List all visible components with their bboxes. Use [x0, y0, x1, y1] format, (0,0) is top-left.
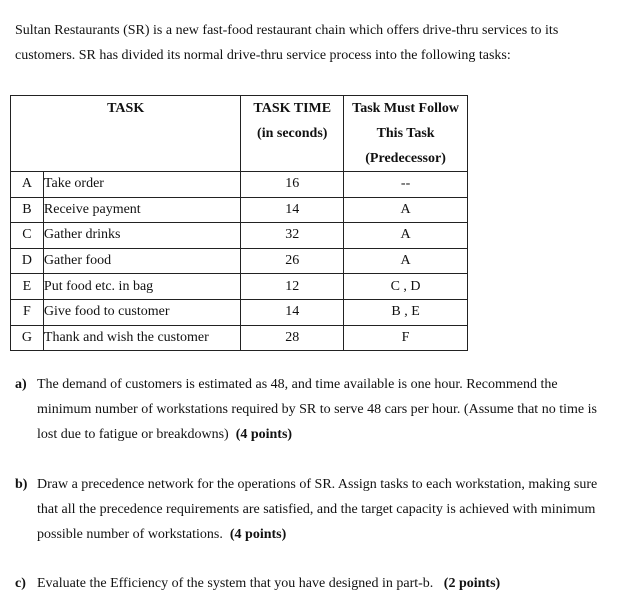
task-predecessor: A: [344, 248, 468, 274]
task-predecessor: C , D: [344, 274, 468, 300]
table-row: [11, 197, 468, 223]
task-name: Give food to customer: [43, 299, 240, 325]
question-a: [15, 372, 605, 447]
task-name: Receive payment: [43, 197, 240, 223]
task-time: 14: [241, 197, 344, 223]
question-b-label: b): [15, 477, 28, 492]
task-id: E: [11, 274, 44, 300]
table-header-row: [11, 96, 468, 172]
task-id: C: [11, 223, 44, 249]
task-id: B: [11, 197, 44, 223]
table-row: [11, 248, 468, 274]
task-time: 16: [241, 172, 344, 198]
task-name: Gather food: [43, 248, 240, 274]
task-time: 32: [241, 223, 344, 249]
table-row: [11, 172, 468, 198]
question-c-points: (2 points): [443, 576, 501, 591]
question-a-points: (4 points): [235, 427, 293, 442]
task-id: G: [11, 325, 44, 351]
task-time: 26: [241, 248, 344, 274]
task-predecessor: A: [344, 223, 468, 249]
task-id: F: [11, 299, 44, 325]
question-c: [15, 571, 605, 596]
task-id: D: [11, 248, 44, 274]
header-task-time: TASK TIME (in seconds): [241, 96, 344, 172]
task-id: A: [11, 172, 44, 198]
question-c-label: c): [15, 576, 26, 591]
question-a-label: a): [15, 377, 27, 392]
question-b-points: (4 points): [229, 527, 287, 542]
intro-paragraph: Sultan Restaurants (SR) is a new fast-food restaurant chain which offers drive-thru services to its customers. SR has divided its normal drive-thru service process into the following tasks:: [15, 23, 559, 63]
question-a-text: The demand of customers is estimated as 48, and time available is one hour. Recommend the minimum number of workstations required by SR to serve 48 cars per hour. (Assume that no time is lost due to fatigue or breakdowns): [37, 377, 597, 442]
task-time: 14: [241, 299, 344, 325]
task-time: 28: [241, 325, 344, 351]
table-row: [11, 325, 468, 351]
table-row: [11, 274, 468, 300]
task-name: Put food etc. in bag: [43, 274, 240, 300]
question-c-text: Evaluate the Efficiency of the system that you have designed in part-b.: [37, 576, 434, 591]
task-name: Gather drinks: [43, 223, 240, 249]
task-name: Thank and wish the customer: [43, 325, 240, 351]
task-predecessor: B , E: [344, 299, 468, 325]
table-row: [11, 223, 468, 249]
header-task: TASK: [11, 96, 241, 172]
task-predecessor: --: [344, 172, 468, 198]
table-row: [11, 299, 468, 325]
task-name: Take order: [43, 172, 240, 198]
task-table: [10, 95, 468, 351]
header-predecessor: Task Must Follow This Task (Predecessor): [344, 96, 468, 172]
question-b: [15, 472, 605, 547]
task-predecessor: A: [344, 197, 468, 223]
task-predecessor: F: [344, 325, 468, 351]
question-b-text: Draw a precedence network for the operations of SR. Assign tasks to each workstation, making sure that all the precedence requirements are satisfied, and the target capacity is achieved with minimum possible number of workstations.: [37, 477, 598, 542]
task-time: 12: [241, 274, 344, 300]
